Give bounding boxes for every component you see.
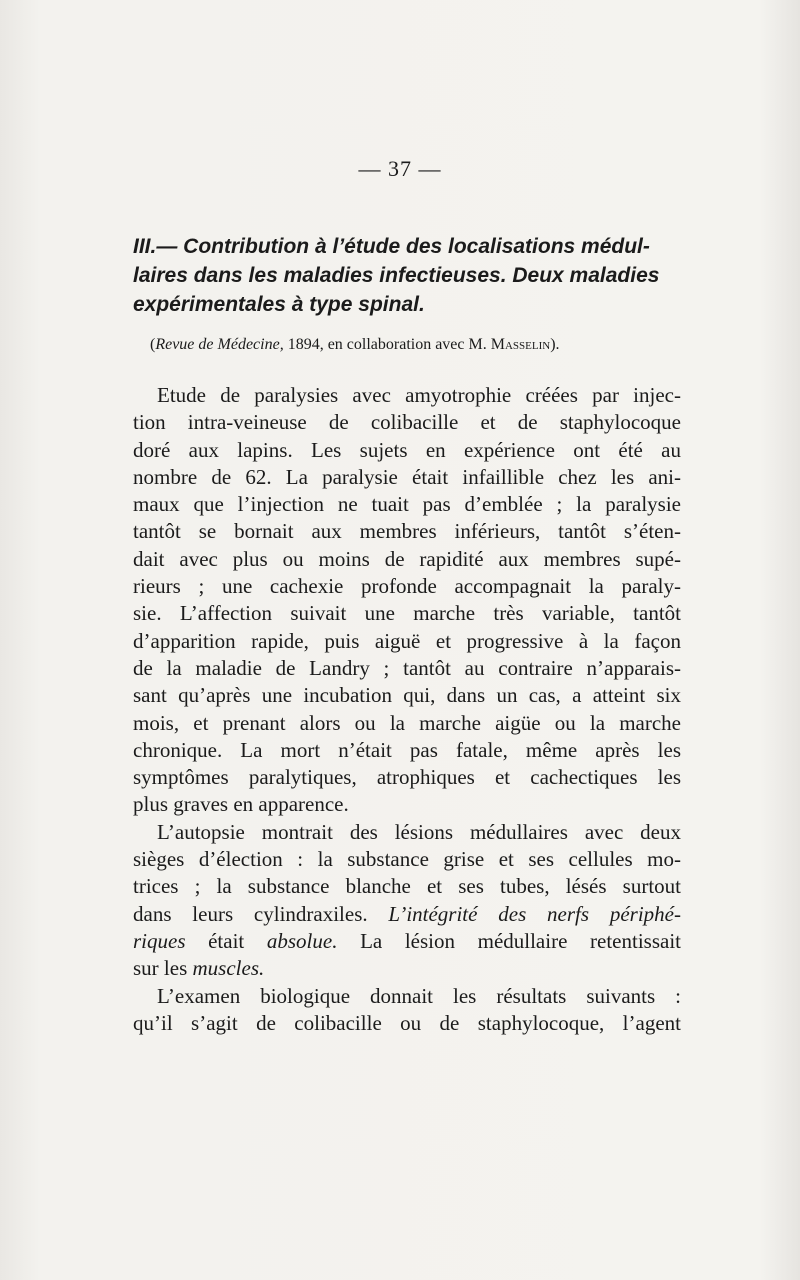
- page-number: — 37 —: [358, 156, 442, 181]
- heading-line: III.— Contribution à l’étude des localisations médul-: [133, 235, 650, 258]
- text-line: trices ; la substance blanche et ses tubes, lésés surtout: [133, 874, 681, 899]
- text-line: doré aux lapins. Les sujets en expérience ont été au: [133, 437, 681, 462]
- text-run-italic: riques: [133, 928, 186, 953]
- text-line: [133, 955, 681, 982]
- text-line: chronique. La mort n’était pas fatale, même après les: [133, 737, 681, 762]
- text-run-italic: absolue.: [266, 928, 338, 953]
- citation-author: Masselin: [490, 336, 551, 353]
- text-line: de la maladie de Landry ; tantôt au contraire n’apparais-: [133, 655, 681, 680]
- text-line: nombre de 62. La paralysie était infaillible chez les ani-: [133, 464, 681, 489]
- text-line: maux que l’injection ne tuait pas d’emblée ; la paralysie: [133, 492, 681, 517]
- text-line: [133, 901, 681, 928]
- citation-year: 1894,: [283, 336, 324, 353]
- section-heading: [133, 232, 678, 319]
- text-line: plus graves en apparence.: [133, 792, 349, 817]
- citation: [150, 336, 680, 354]
- text-line: L’autopsie montrait des lésions médullaires avec deux: [157, 819, 681, 844]
- heading-line: laires dans les maladies infectieuses. Deux maladies: [133, 264, 660, 287]
- citation-journal: Revue de Médecine,: [155, 336, 284, 353]
- body-text: [133, 382, 681, 1037]
- citation-close: ).: [550, 336, 560, 353]
- heading-line: expérimentales à type spinal.: [133, 293, 425, 316]
- text-line: tantôt se bornait aux membres inférieurs, tantôt s’éten-: [133, 519, 681, 544]
- citation-open: (: [150, 336, 156, 353]
- text-line: tion intra-veineuse de colibacille et de staphylocoque: [133, 410, 681, 435]
- text-line: rieurs ; une cachexie profonde accompagnait la paraly-: [133, 574, 681, 599]
- text-run: était: [185, 928, 267, 953]
- text-line: L’examen biologique donnait les résultats suivants :: [157, 983, 681, 1008]
- text-line: mois, et prenant alors ou la marche aigüe ou la marche: [133, 710, 681, 735]
- text-line: dait avec plus ou moins de rapidité aux membres supé-: [133, 546, 681, 571]
- text-line: sie. L’affection suivait une marche très variable, tantôt: [133, 601, 681, 626]
- text-line: symptômes paralytiques, atrophiques et cachectiques les: [133, 765, 681, 790]
- text-run-italic: muscles.: [192, 956, 265, 981]
- text-run: dans leurs cylindraxiles.: [133, 901, 368, 926]
- text-line: sièges d’élection : la substance grise et ses cellules mo-: [133, 847, 681, 872]
- text-run: La lésion médullaire retentissait: [337, 928, 681, 953]
- text-line: d’apparition rapide, puis aiguë et progressive à la façon: [133, 628, 681, 653]
- text-line: qu’il s’agit de colibacille ou de staphylocoque, l’agent: [133, 1010, 681, 1035]
- text-run: sur les: [133, 956, 193, 981]
- citation-collaboration: en collaboration avec M.: [323, 336, 491, 353]
- text-line: [133, 928, 681, 955]
- text-line: sant qu’après une incubation qui, dans un cas, a atteint six: [133, 683, 681, 708]
- text-run-italic: L’intégrité des nerfs périphé-: [367, 901, 681, 926]
- text-line: Etude de paralysies avec amyotrophie créées par injec-: [157, 383, 681, 407]
